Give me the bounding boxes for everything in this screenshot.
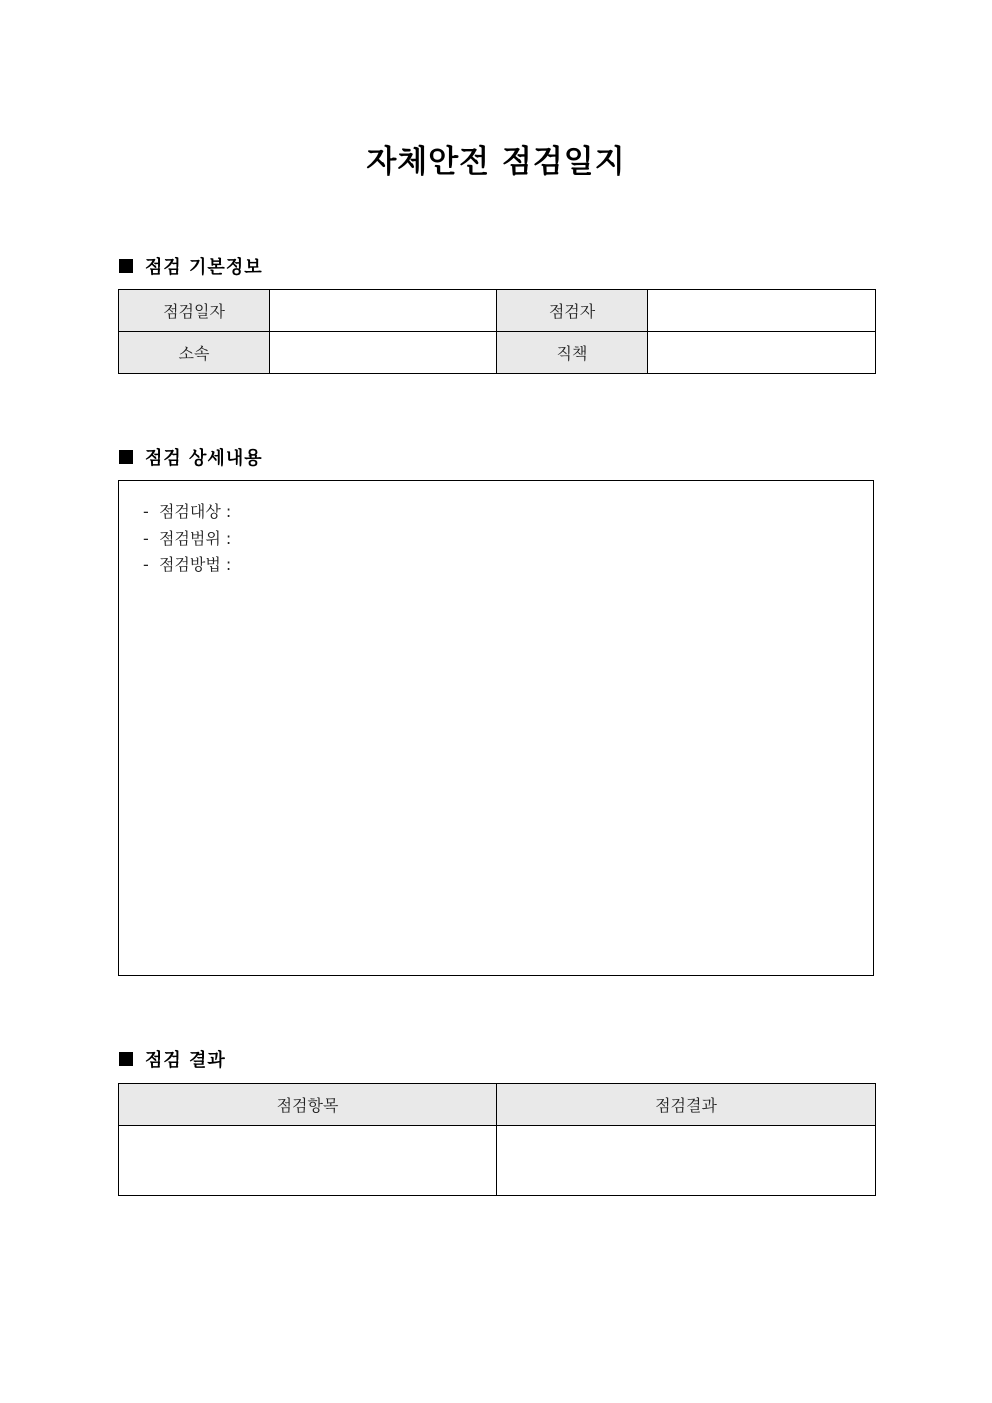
- section-heading-label: 점검 기본정보: [145, 257, 263, 278]
- basic-info-table: [118, 289, 876, 374]
- affiliation-field[interactable]: [270, 332, 497, 374]
- column-header-inspection-item: 점검항목: [119, 1084, 497, 1126]
- details-list: [143, 499, 231, 579]
- table-row: [119, 332, 876, 374]
- result-table: [118, 1083, 876, 1196]
- inspection-result-field[interactable]: [497, 1126, 876, 1196]
- details-item-scope: - 점검범위 :: [143, 528, 232, 548]
- section-heading-label: 점검 결과: [145, 1050, 226, 1071]
- details-item-method: - 점검방법 :: [143, 555, 232, 574]
- table-row: [119, 1126, 876, 1196]
- inspection-date-field[interactable]: [270, 290, 497, 332]
- table-row: [119, 290, 876, 332]
- section-heading-label: 점검 상세내용: [145, 448, 263, 469]
- inspector-field[interactable]: [648, 290, 876, 332]
- black-square-bullet-icon: [119, 1052, 133, 1066]
- position-field[interactable]: [648, 332, 876, 374]
- black-square-bullet-icon: [119, 450, 133, 464]
- details-content-box[interactable]: [118, 480, 874, 976]
- page-title: 자체안전 점검일지: [366, 144, 626, 180]
- section-heading-details: [119, 444, 263, 470]
- inspection-item-field[interactable]: [119, 1126, 497, 1196]
- table-header-row: [119, 1084, 876, 1126]
- black-square-bullet-icon: [119, 259, 133, 273]
- section-heading-basic-info: [119, 253, 263, 279]
- column-header-inspection-result: 점검결과: [497, 1084, 876, 1126]
- position-label: 직책: [497, 332, 648, 374]
- section-heading-result: [119, 1046, 226, 1072]
- details-item-target: - 점검대상 :: [143, 502, 232, 521]
- affiliation-label: 소속: [119, 332, 270, 374]
- inspector-label: 점검자: [497, 290, 648, 332]
- inspection-date-label: 점검일자: [119, 290, 270, 332]
